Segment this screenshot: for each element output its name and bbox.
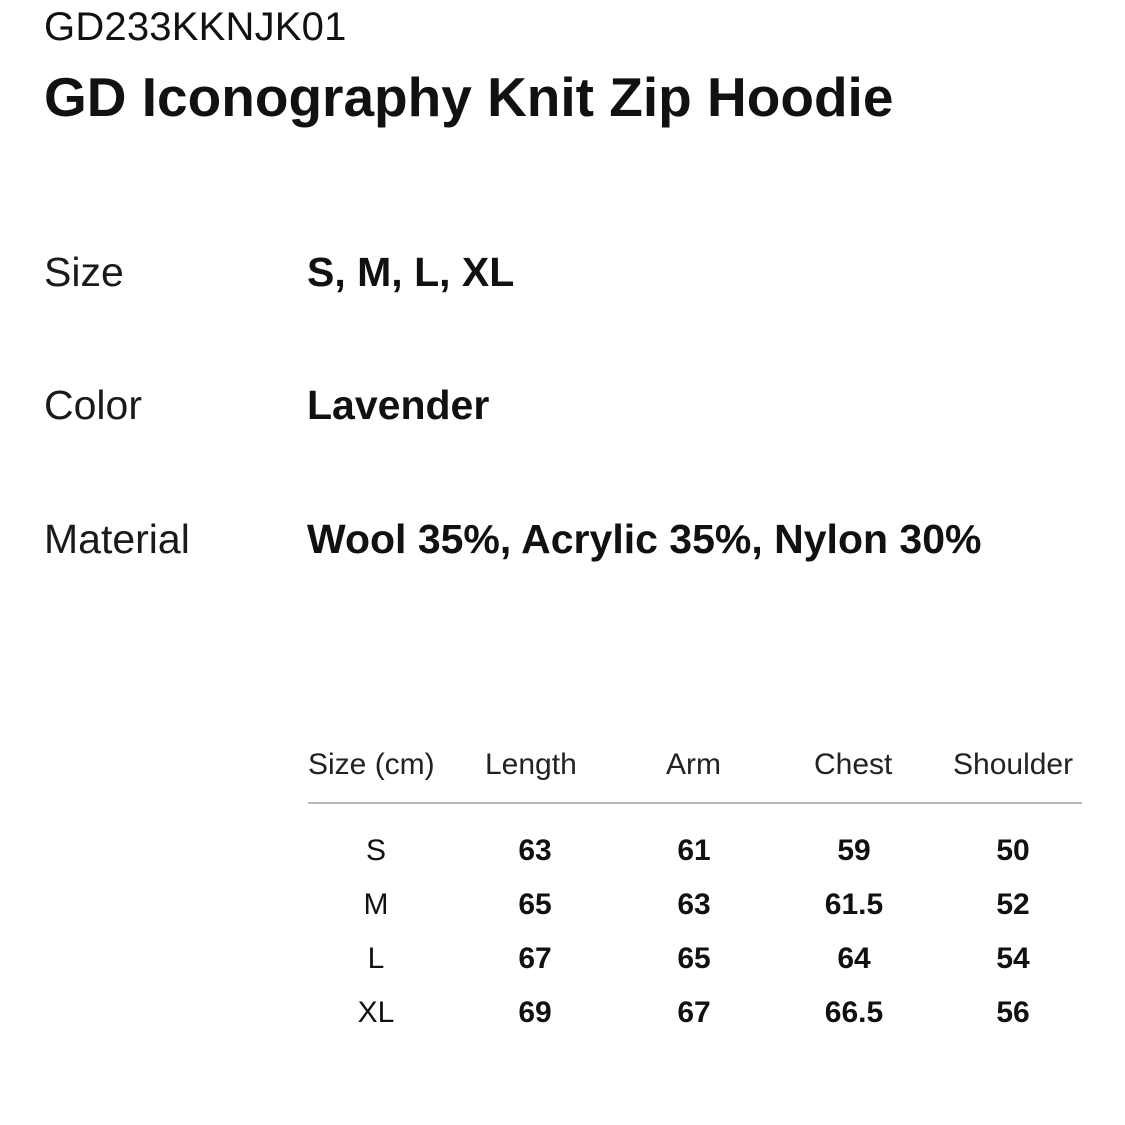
- spec-value-color: Lavender: [307, 382, 490, 428]
- cell-arm: 63: [677, 888, 711, 921]
- table-row: [308, 990, 1082, 1044]
- cell-chest: 59: [837, 834, 871, 867]
- table-row: [308, 936, 1082, 990]
- header-arm: Arm: [666, 748, 721, 781]
- table-divider: [308, 802, 1082, 804]
- spec-label-material: Material: [44, 516, 190, 562]
- cell-arm: 67: [677, 996, 711, 1029]
- spec-row-size: [0, 244, 1125, 304]
- product-title: GD Iconography Knit Zip Hoodie: [44, 66, 894, 128]
- cell-arm: 65: [677, 942, 711, 975]
- cell-length: 63: [518, 834, 552, 867]
- header-length: Length: [485, 748, 577, 781]
- cell-length: 67: [518, 942, 552, 975]
- spec-value-material: Wool 35%, Acrylic 35%, Nylon 30%: [307, 516, 982, 562]
- header-shoulder: Shoulder: [953, 748, 1074, 781]
- table-row: [308, 882, 1082, 936]
- cell-size: S: [365, 834, 386, 867]
- spec-value-size: S, M, L, XL: [307, 249, 515, 295]
- cell-shoulder: 54: [996, 942, 1030, 975]
- cell-length: 69: [518, 996, 552, 1029]
- table-row: [308, 828, 1082, 882]
- cell-size: M: [363, 888, 389, 921]
- cell-size: XL: [357, 996, 395, 1029]
- spec-label-size: Size: [44, 249, 124, 295]
- cell-shoulder: 50: [996, 834, 1030, 867]
- header-chest: Chest: [814, 748, 893, 781]
- spec-row-color: [0, 377, 1125, 437]
- header-size: Size (cm): [308, 748, 435, 781]
- spec-label-color: Color: [44, 382, 142, 428]
- cell-shoulder: 52: [996, 888, 1030, 921]
- spec-row-material: [0, 511, 1125, 571]
- cell-chest: 61.5: [824, 888, 884, 921]
- cell-chest: 66.5: [824, 996, 884, 1029]
- cell-length: 65: [518, 888, 552, 921]
- size-chart-table: [308, 740, 1082, 1029]
- cell-size: L: [367, 942, 385, 975]
- cell-chest: 64: [837, 942, 871, 975]
- table-header-row: [308, 740, 1082, 794]
- cell-shoulder: 56: [996, 996, 1030, 1029]
- cell-arm: 61: [677, 834, 711, 867]
- product-code: GD233KKNJK01: [44, 5, 347, 49]
- table-body: [308, 828, 1082, 1044]
